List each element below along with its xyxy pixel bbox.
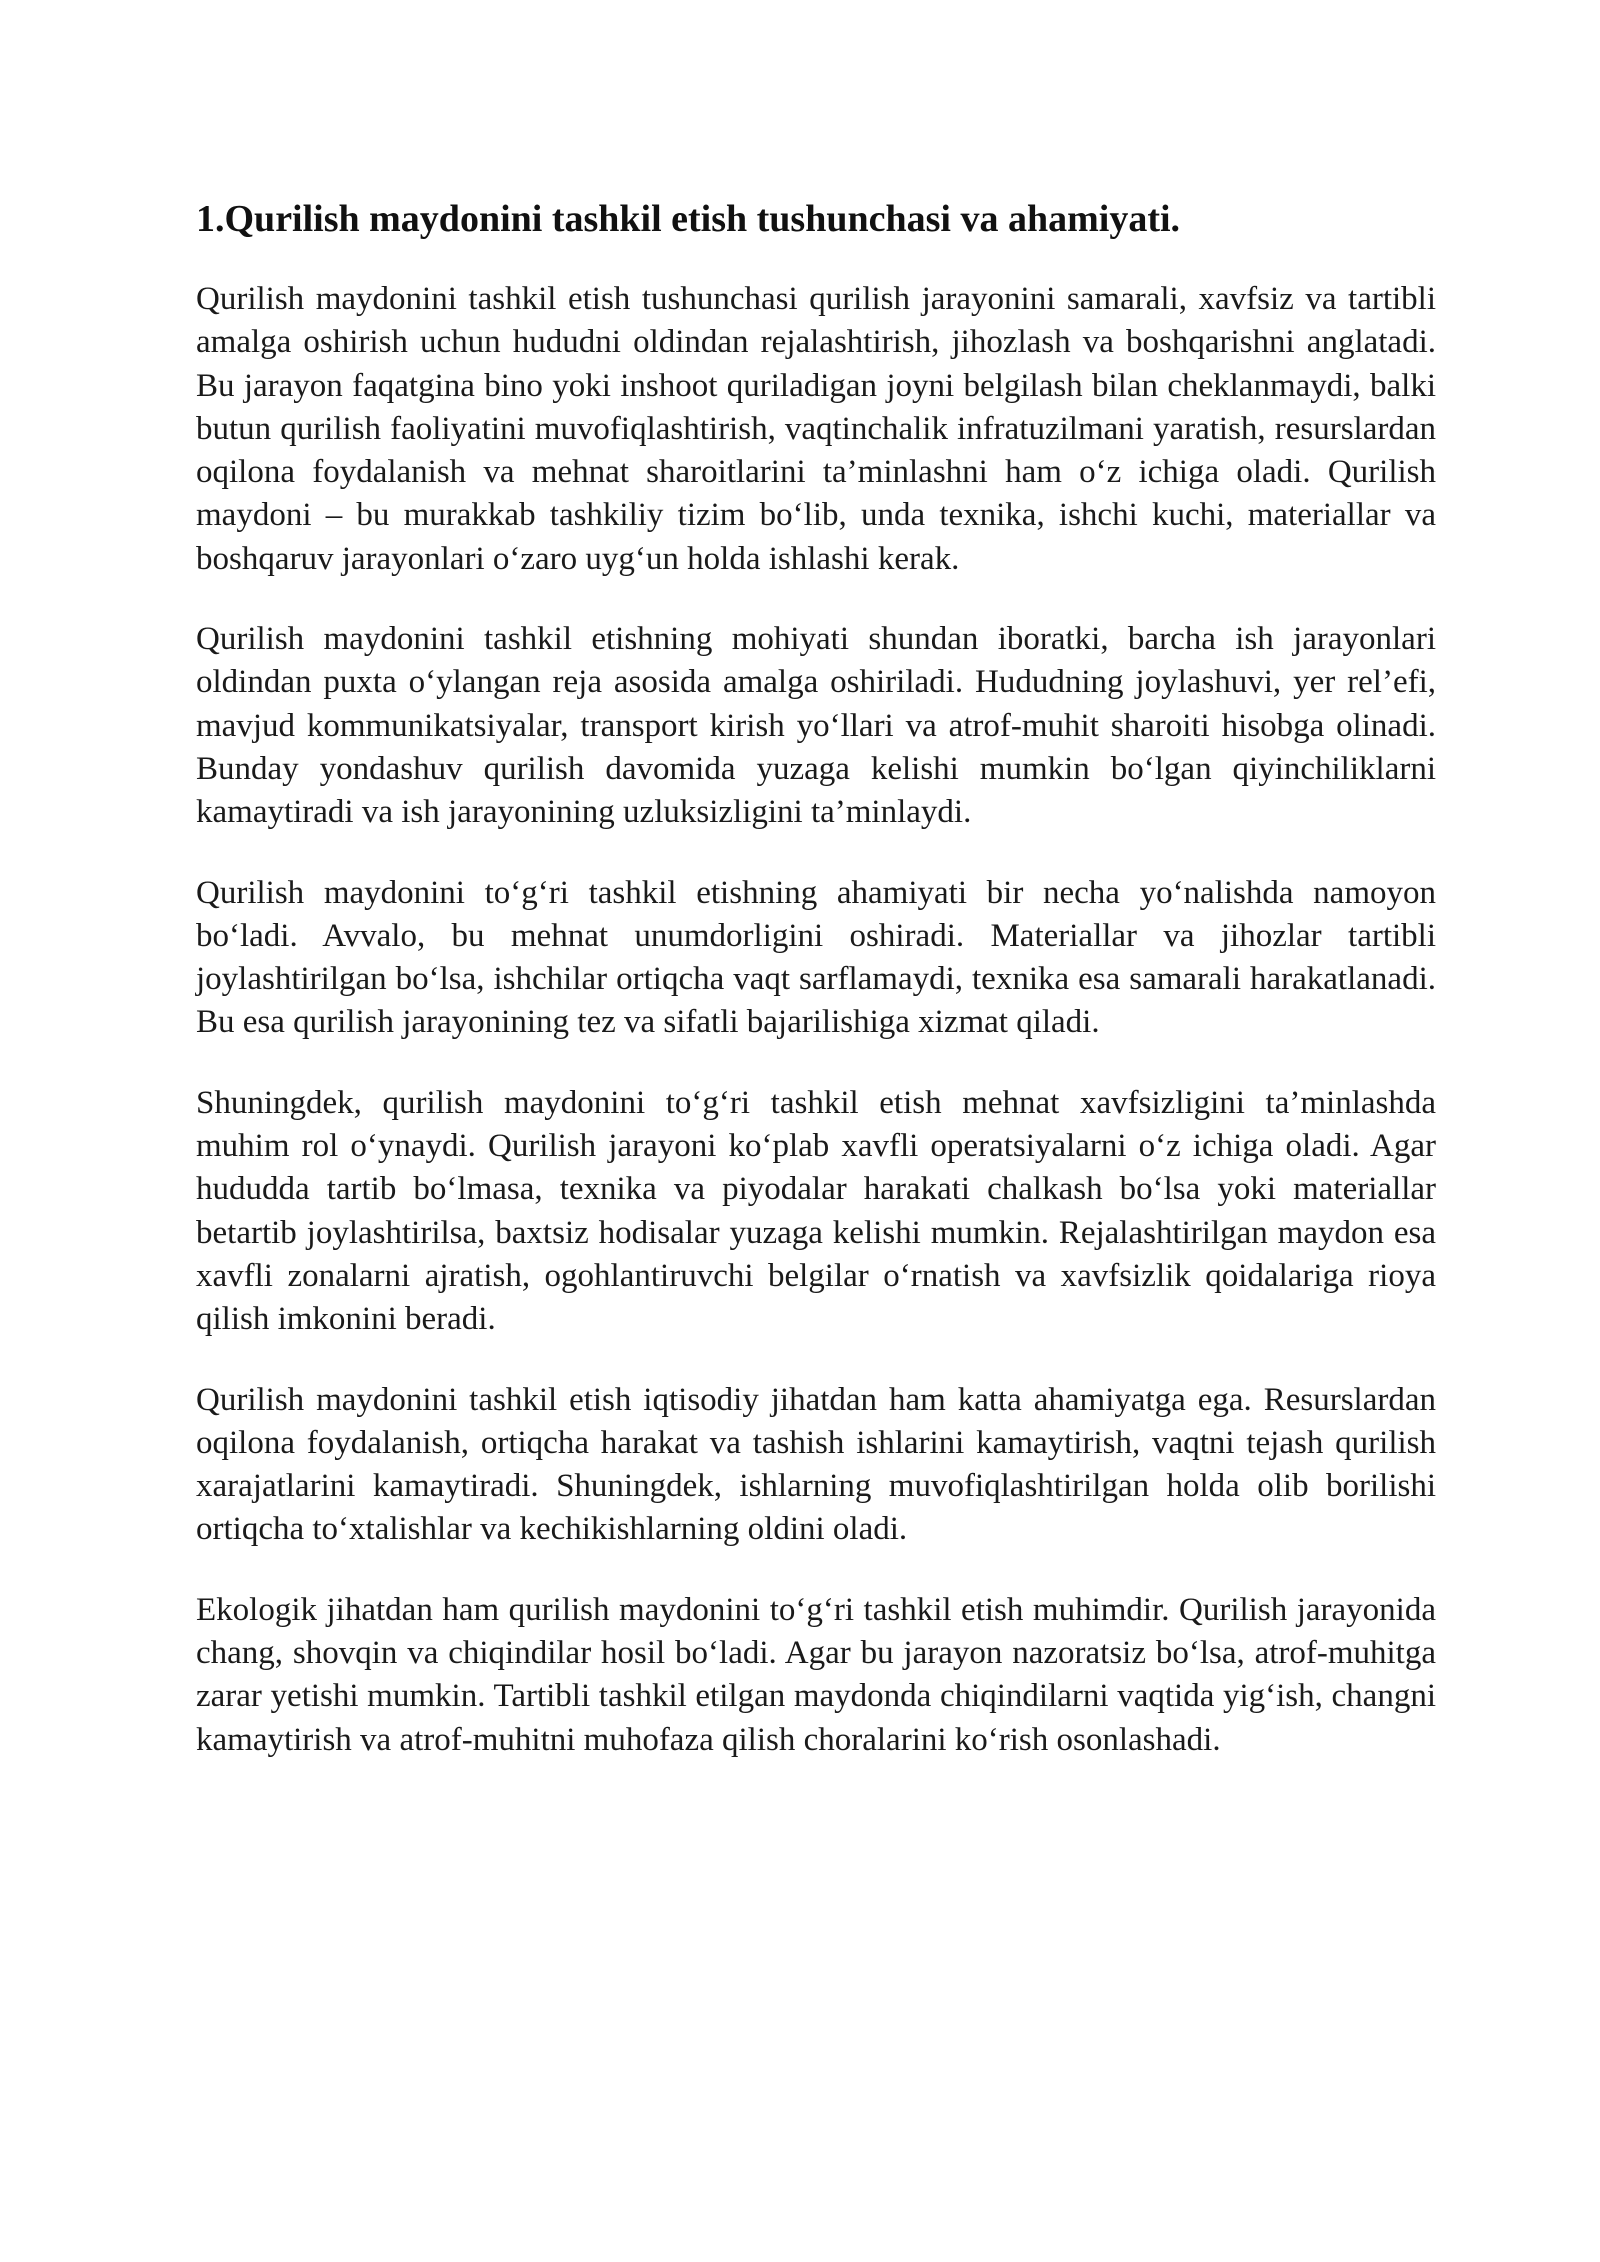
paragraph-2: Qurilish maydonini tashkil etishning mohiyati shundan iboratki, barcha ish jarayonlari oldindan puxta o‘ylangan reja asosida amalga oshiriladi. Hududning joylashuvi, yer rel’efi, mavjud kommunikatsiyalar, transport kirish yo‘llari va atrof-muhit sharoiti hisobga olinadi. Bunday yondashuv qurilish davomida yuzaga kelishi mumkin bo‘lgan qiyinchiliklarni kamaytiradi va ish jarayonining uzluksizligini ta’minlaydi. [196, 621, 1436, 831]
paragraph-3: Qurilish maydonini to‘g‘ri tashkil etishning ahamiyati bir necha yo‘nalishda namoyon bo‘ladi. Avvalo, bu mehnat unumdorligini oshiradi. Materiallar va jihozlar tartibli joylashtirilgan bo‘lsa, ishchilar ortiqcha vaqt sarflamaydi, texnika esa samarali harakatlanadi. Bu esa qurilish jarayonining tez va sifatli bajarilishiga xizmat qiladi. [196, 874, 1436, 1041]
paragraph-4: Shuningdek, qurilish maydonini to‘g‘ri tashkil etish mehnat xavfsizligini ta’minlashda muhim rol o‘ynaydi. Qurilish jarayoni ko‘plab xavfli operatsiyalarni o‘z ichiga oladi. Agar hududda tartib bo‘lmasa, texnika va piyodalar harakati chalkash bo‘lsa yoki materiallar betartib joylashtirilsa, baxtsiz hodisalar yuzaga kelishi mumkin. Rejalashtirilgan maydon esa xavfli zonalarni ajratish, ogohlantiruvchi belgilar o‘rnatish va xavfsizlik qoidalariga rioya qilish imkonini beradi. [196, 1084, 1436, 1338]
paragraph-1: Qurilish maydonini tashkil etish tushunchasi qurilish jarayonini samarali, xavfsiz va tartibli amalga oshirish uchun hududni oldindan rejalashtirish, jihozlash va boshqarishni anglatadi. Bu jarayon faqatgina bino yoki inshoot quriladigan joyni belgilash bilan cheklanmaydi, balki butun qurilish faoliyatini muvofiqlashtirish, vaqtinchalik infratuzilmani yaratish, resurslardan oqilona foydalanish va mehnat sharoitlarini ta’minlashni ham o‘z ichiga oladi. Qurilish maydoni – bu murakkab tashkiliy tizim bo‘lib, unda texnika, ishchi kuchi, materiallar va boshqaruv jarayonlari o‘zaro uyg‘un holda ishlashi kerak. [196, 281, 1436, 577]
section-heading: 1.Qurilish maydonini tashkil etish tushunchasi va ahamiyati. [196, 198, 1181, 240]
paragraph-6: Ekologik jihatdan ham qurilish maydonini to‘g‘ri tashkil etish muhimdir. Qurilish jarayonida chang, shovqin va chiqindilar hosil bo‘ladi. Agar bu jarayon nazoratsiz bo‘lsa, atrof-muhitga zarar yetishi mumkin. Tartibli tashkil etilgan maydonda chiqindilarni vaqtida yig‘ish, changni kamaytirish va atrof-muhitni muhofaza qilish choralarini ko‘rish osonlashadi. [196, 1591, 1436, 1758]
paragraph-5: Qurilish maydonini tashkil etish iqtisodiy jihatdan ham katta ahamiyatga ega. Resurslardan oqilona foydalanish, ortiqcha harakat va tashish ishlarini kamaytirish, vaqtni tejash qurilish xarajatlarini kamaytiradi. Shuningdek, ishlarning muvofiqlashtirilgan holda olib borilishi ortiqcha to‘xtalishlar va kechikishlarning oldini oladi. [196, 1381, 1436, 1548]
document-body [196, 196, 1436, 1799]
